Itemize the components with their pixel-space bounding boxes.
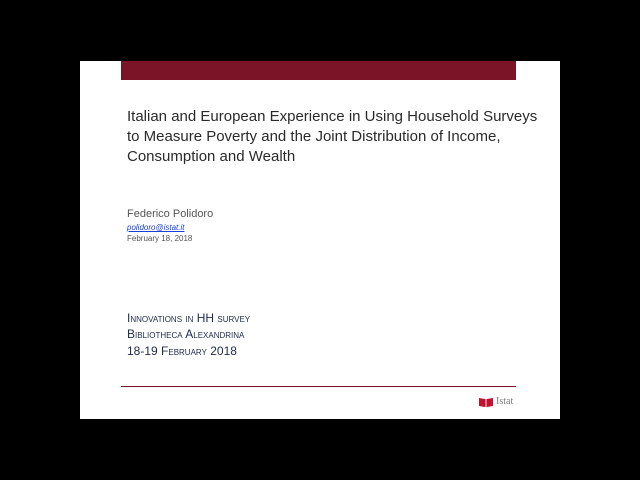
istat-book-icon	[478, 397, 494, 408]
presentation-date: February 18, 2018	[127, 234, 193, 243]
istat-logo-text: Istat	[496, 396, 514, 407]
top-accent-bar	[121, 61, 516, 80]
bottom-divider	[121, 386, 516, 387]
presentation-slide	[80, 61, 560, 419]
event-dates: 18-19 February 2018	[127, 344, 237, 358]
istat-logo	[478, 396, 513, 408]
author-email-link[interactable]: polidoro@istat.it	[127, 223, 185, 232]
event-venue: Bibliotheca Alexandrina	[127, 327, 245, 341]
event-name: Innovations in HH survey	[127, 311, 251, 325]
slide-title: Italian and European Experience in Using Household Surveys to Measure Poverty and the Joint Distribution of Income, Consumption and Wealth	[127, 108, 538, 165]
author-name: Federico Polidoro	[127, 208, 214, 220]
